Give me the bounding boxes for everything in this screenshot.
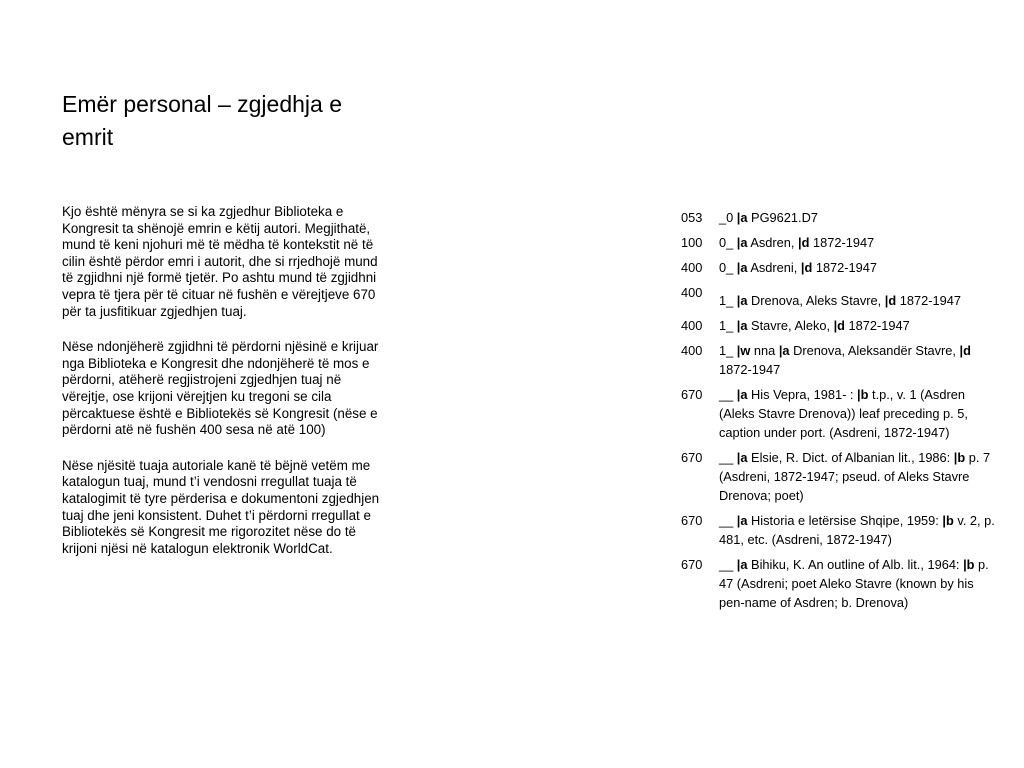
subfield-text: Bihiku, K. An outline of Alb. lit., 1964: (747, 557, 964, 572)
subfield-text: 1872-1947 (844, 318, 910, 333)
marc-tag: 400 (681, 318, 703, 333)
subfield-code: |b (953, 450, 966, 465)
subfield-text: _0 (719, 210, 737, 225)
subfield-code: |b (963, 557, 975, 572)
subfield-text: 0_ (719, 235, 737, 250)
subfield-text: Elsie, R. Dict. of Albanian lit., 1986: (747, 450, 954, 465)
marc-field-content (719, 258, 996, 283)
marc-record-table (681, 208, 996, 618)
subfield-text: Asdreni, (747, 260, 801, 275)
subfield-code: |a (736, 450, 748, 465)
marc-tag: 100 (681, 235, 703, 250)
marc-field-row (681, 208, 996, 233)
marc-tag: 053 (681, 210, 703, 225)
marc-field-content (719, 341, 996, 385)
marc-tag: 670 (681, 513, 703, 528)
subfield-text: __ (719, 450, 737, 465)
subfield-text: __ (719, 557, 737, 572)
subfield-code: |b (857, 387, 869, 402)
marc-tag: 670 (681, 387, 703, 402)
marc-tag: 400 (681, 343, 703, 358)
marc-field-row (681, 341, 996, 385)
subfield-code: |a (736, 513, 748, 528)
subfield-code: |d (800, 260, 813, 275)
marc-tag: 670 (681, 450, 703, 465)
subfield-code: |a (778, 343, 790, 358)
marc-field-row (681, 258, 996, 283)
subfield-code: |w (736, 343, 751, 358)
body-text (62, 204, 382, 576)
subfield-code: |a (736, 260, 748, 275)
paragraph: Nëse njësitë tuaja autoriale kanë të bëjnë vetëm me katalogun tuaj, mund t’i vendosni rregullat tuaja të katalogimit të tyre përderisa e dokumentoni zgjedhjen tuaj dhe jeni konsistent. Duhet t’i përdorni rregullat e Bibliotekës së Kongresit me rigorozitet nëse do të krijoni njësi në katalogun elektronik WorldCat. (62, 457, 380, 556)
subfield-text: Drenova, Aleks Stavre, (747, 293, 885, 308)
marc-field-row (681, 555, 996, 618)
marc-tag: 400 (681, 285, 703, 300)
subfield-text: __ (719, 387, 737, 402)
subfield-text: 0_ (719, 260, 737, 275)
subfield-code: |d (959, 343, 971, 358)
paragraph: Nëse ndonjëherë zgjidhni të përdorni njësinë e krijuar nga Biblioteka e Kongresit dhe ndonjëherë të mos e përdorni, atëherë regjistrojeni zgjedhjen tuaj në vërejtje, ose krijoni vërejtjen ku tregoni se cila përcaktuese është e Bibliotekës së Kongresit (nëse e përdorni atë në fushën 400 sesa në atë 100) (62, 339, 379, 438)
marc-field-content (719, 448, 996, 511)
subfield-code: |a (736, 557, 748, 572)
subfield-text: PG9621.D7 (747, 210, 818, 225)
marc-field-row (681, 385, 996, 448)
subfield-code: |a (736, 235, 748, 250)
slide-title: Emër personal – zgjedhja e emrit (62, 91, 342, 150)
subfield-code: |a (736, 387, 748, 402)
subfield-text: 1_ (719, 343, 737, 358)
subfield-text: Stavre, Aleko, (747, 318, 834, 333)
marc-field-content (719, 233, 996, 258)
subfield-text: Historia e letërsise Shqipe, 1959: (747, 513, 943, 528)
marc-field-row (681, 511, 996, 555)
marc-tag: 400 (681, 260, 703, 275)
subfield-code: |b (942, 513, 954, 528)
subfield-text: __ (719, 513, 737, 528)
subfield-code: |d (833, 318, 845, 333)
subfield-text: nna (750, 343, 779, 358)
subfield-text: t.p., v. 1 (Asdren (Aleks Stavre Drenova)) leaf preceding p. 5, caption under port. (Asdreni, 1872-1947) (719, 387, 968, 440)
subfield-text: 1872-1947 (719, 362, 781, 377)
marc-field-content (719, 555, 996, 618)
subfield-text: 1_ (719, 318, 737, 333)
marc-field-content (719, 316, 996, 341)
subfield-code: |a (736, 293, 748, 308)
subfield-text: 1872-1947 (896, 293, 961, 308)
paragraph: Kjo është mënyra se si ka zgjedhur Biblioteka e Kongresit ta shënojë emrin e këtij autori. Megjithatë, mund të keni njohuri më të mëdha të kontekstit në të cilin është përdor emri i autorit, dhe si rrjedhojë mund të zgjidhni një formë tjetër. Po ashtu mund të zgjidhni vepra të tjera për të cituar në fushën e vërejtjeve 670 për ta jusfitikuar zgjedhjen tuaj. (62, 204, 378, 319)
marc-field-content (719, 385, 996, 448)
marc-tag: 670 (681, 557, 703, 572)
subfield-text: 1_ (719, 293, 737, 308)
marc-field-content (719, 283, 996, 316)
subfield-text: p. 7 (Asdreni, 1872-1947; pseud. of Aleks Stavre Drenova; poet) (719, 450, 991, 503)
subfield-text: Drenova, Aleksandër Stavre, (789, 343, 960, 358)
subfield-text: 1872-1947 (809, 235, 875, 250)
subfield-code: |d (884, 293, 897, 308)
subfield-text: His Vepra, 1981- : (747, 387, 858, 402)
marc-field-content (719, 208, 996, 233)
subfield-code: |a (736, 210, 748, 225)
marc-field-row (681, 283, 996, 316)
marc-field-content (719, 511, 996, 555)
subfield-code: |d (798, 235, 810, 250)
marc-field-row (681, 448, 996, 511)
subfield-text: p. 47 (Asdreni; poet Aleko Stavre (known by his pen-name of Asdren; b. Drenova) (719, 557, 989, 610)
subfield-code: |a (736, 318, 748, 333)
marc-field-row (681, 316, 996, 341)
subfield-text: Asdren, (747, 235, 799, 250)
subfield-text: v. 2, p. 481, etc. (Asdreni, 1872-1947) (719, 513, 995, 547)
subfield-text: 1872-1947 (812, 260, 878, 275)
marc-field-row (681, 233, 996, 258)
